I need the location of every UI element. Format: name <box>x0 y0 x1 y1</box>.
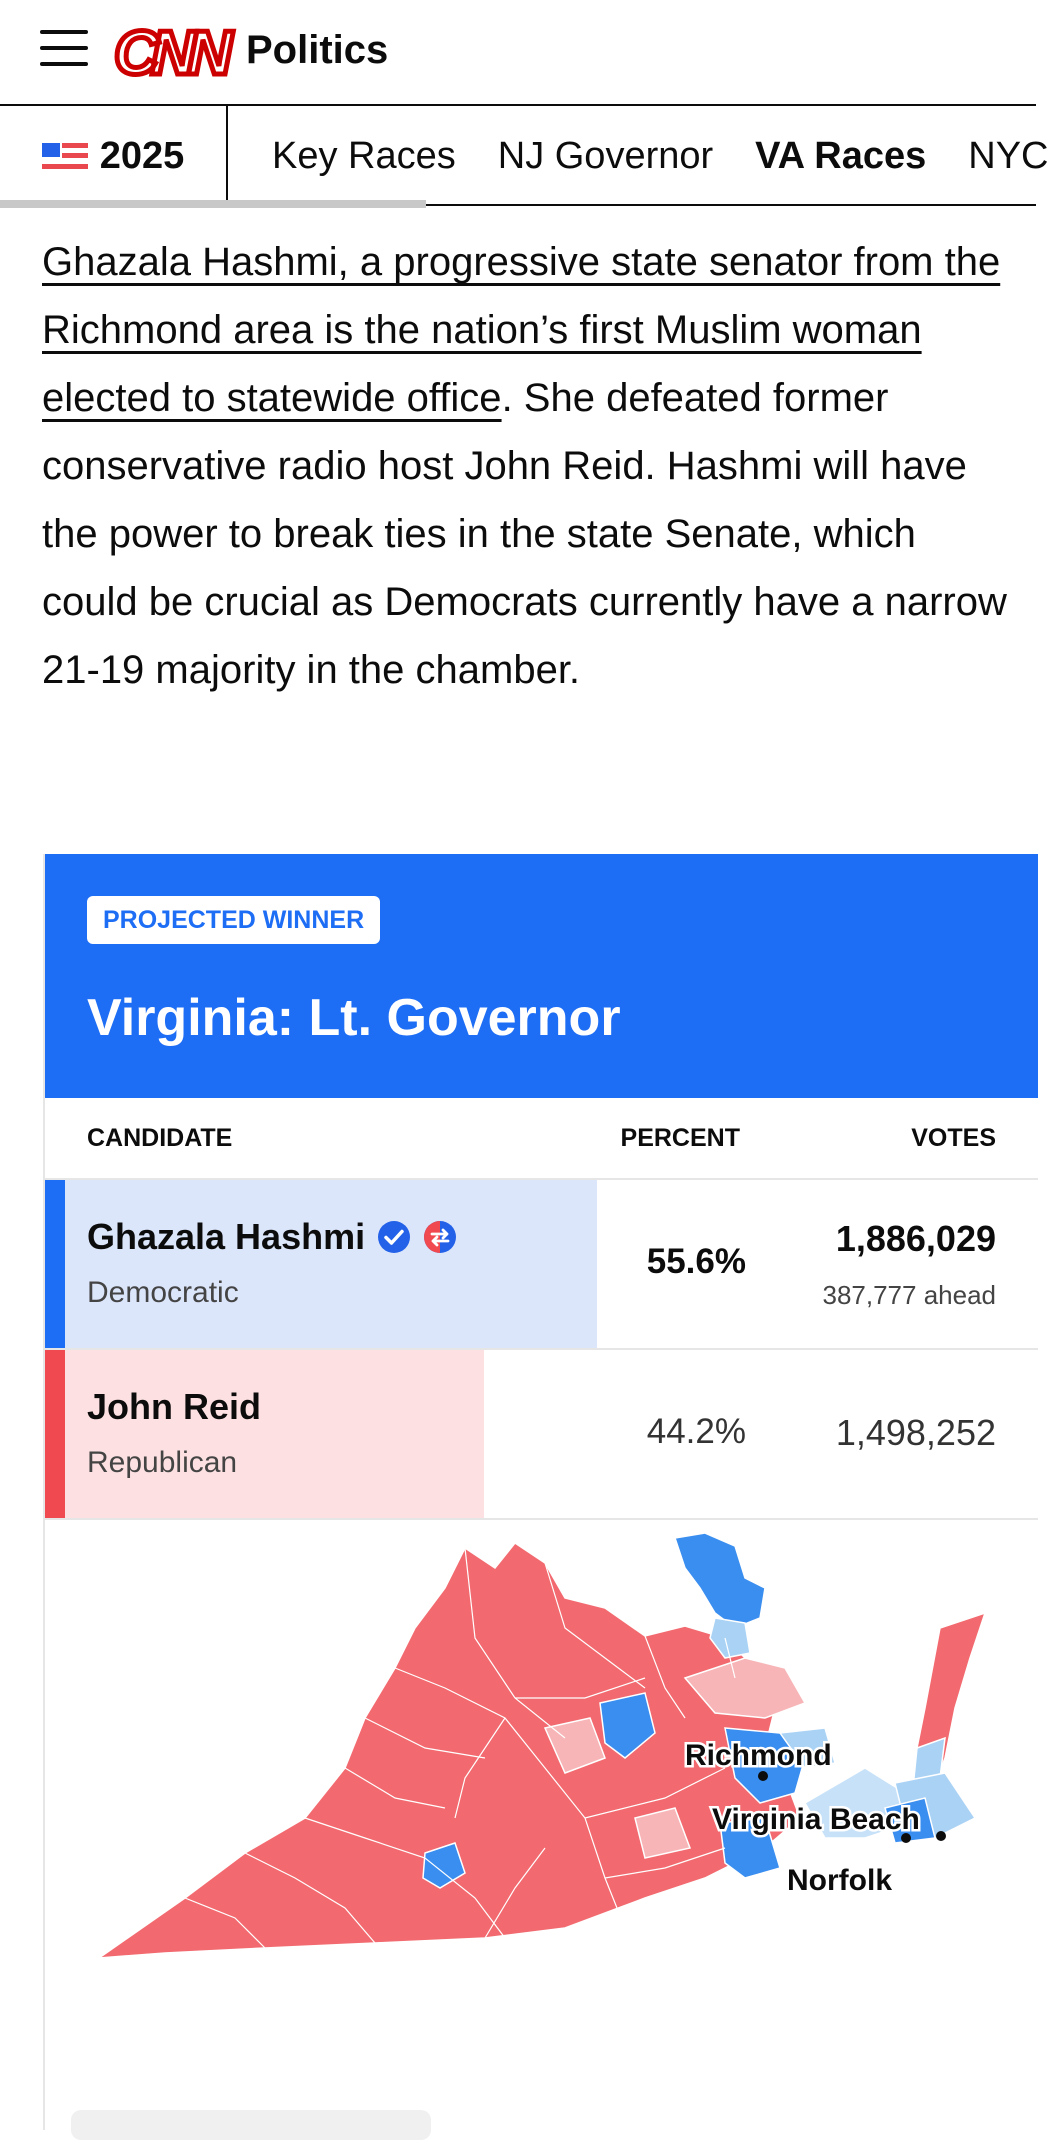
column-header-percent: PERCENT <box>620 1124 740 1152</box>
section-title[interactable]: Politics <box>246 28 389 72</box>
norfolk-dot <box>936 1831 946 1841</box>
top-bar <box>0 0 1036 104</box>
year-tab[interactable] <box>0 106 228 206</box>
article-link[interactable]: Ghazala Hashmi, a progressive state senator from the Richmond area is the nation’s first Muslim woman elected to statewide office <box>42 240 1001 420</box>
nav-item-nj-governor[interactable]: NJ Governor <box>497 134 714 177</box>
column-header-votes: VOTES <box>911 1124 996 1152</box>
race-title[interactable]: Virginia: Lt. Governor <box>87 989 621 1047</box>
votes-ahead: 387,777 ahead <box>822 1280 996 1310</box>
nav-item-key-races[interactable]: Key Races <box>272 134 456 177</box>
map-label-virginia-beach: Virginia Beach <box>712 1803 920 1836</box>
election-nav <box>0 104 1048 206</box>
nav-item-nyc[interactable]: NYC <box>968 134 1048 177</box>
map-nova-region <box>675 1533 765 1628</box>
svg-text:CNN: CNN <box>114 19 225 88</box>
candidate-party: Republican <box>87 1446 238 1479</box>
year-label: 2025 <box>99 134 185 177</box>
candidate-percent: 44.2% <box>646 1412 746 1451</box>
candidate-percent: 55.6% <box>646 1242 746 1281</box>
county-results-map[interactable] <box>45 1518 1038 1998</box>
cnn-logo[interactable] <box>114 18 238 88</box>
article-paragraph <box>42 228 1012 704</box>
column-header-candidate: CANDIDATE <box>87 1124 233 1152</box>
flip-icon <box>423 1220 457 1254</box>
column-headers <box>45 1098 1038 1180</box>
candidate-name <box>87 1386 261 1428</box>
richmond-dot <box>758 1771 768 1781</box>
candidate-name <box>87 1216 457 1258</box>
projected-winner-badge: PROJECTED WINNER <box>87 896 380 944</box>
map-label-norfolk: Norfolk <box>787 1864 892 1897</box>
candidate-name-text: Ghazala Hashmi <box>87 1216 366 1257</box>
winner-check-icon <box>377 1220 411 1254</box>
candidate-votes: 1,498,252 <box>835 1412 996 1453</box>
us-flag-icon <box>42 143 88 169</box>
party-color-stripe <box>45 1180 65 1348</box>
nav-items <box>272 106 1048 206</box>
candidate-votes: 1,886,029 <box>835 1218 996 1259</box>
nav-item-va-races[interactable]: VA Races <box>755 134 927 177</box>
vote-share-bar <box>45 1180 597 1348</box>
party-color-stripe <box>45 1350 65 1518</box>
nav-scroll-indicator[interactable] <box>0 200 426 208</box>
candidate-name-text: John Reid <box>87 1386 262 1427</box>
map-label-richmond: Richmond <box>685 1739 832 1772</box>
candidate-row-reid <box>45 1350 1038 1520</box>
hamburger-menu-icon[interactable] <box>40 30 88 66</box>
article-body-text: . She defeated former conservative radio host John Reid. Hashmi will have the power to break ties in the state Senate, which could be crucial as Democrats currently have a narrow 21-19 majority in the chamber. <box>42 376 1007 692</box>
candidate-party: Democratic <box>87 1276 239 1309</box>
vote-share-bar <box>45 1350 484 1518</box>
race-header <box>45 854 1038 1098</box>
cnn-logo-mark <box>114 18 238 88</box>
candidate-row-hashmi <box>45 1180 1038 1350</box>
race-results-card <box>43 854 1036 2130</box>
map-legend-placeholder <box>71 2110 431 2140</box>
